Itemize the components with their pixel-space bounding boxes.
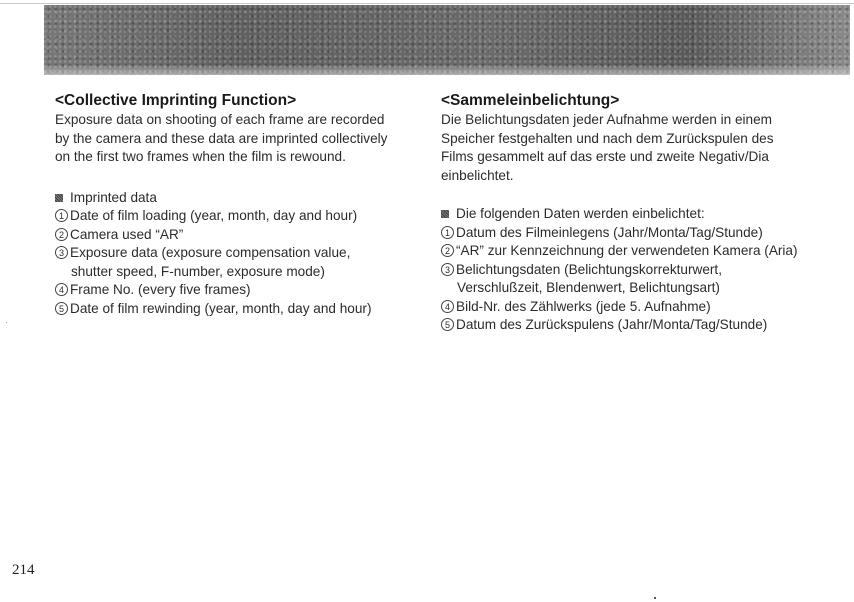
german-list-title: Die folgenden Daten werden einbelichtet: — [456, 206, 705, 221]
german-intro: Die Belichtungsdaten jeder Aufnahme werden in einem Speicher festgehalten und nach dem Zurückspulen des Films gesammelt auf das erste und zweite Negativ/Dia einbelichtet. — [441, 112, 774, 183]
german-items — [441, 224, 801, 335]
german-list-header — [441, 205, 801, 224]
circled-number-icon: 3 — [55, 246, 68, 259]
list-item-text: Belichtungsdaten (Belichtungskorrekturwert, Verschlußzeit, Blendenwert, Belichtungsart) — [456, 261, 722, 295]
english-heading: <Collective Imprinting Function> — [55, 92, 297, 109]
list-item-text: Exposure data (exposure compensation value, shutter speed, F-number, exposure mode) — [70, 245, 351, 279]
list-item — [55, 207, 395, 226]
list-item-text: Datum des Filmeinlegens (Jahr/Monta/Tag/Stunde) — [456, 224, 763, 240]
square-bullet-icon — [441, 210, 449, 218]
list-item-text: Date of film loading (year, month, day and hour) — [70, 208, 358, 223]
german-column — [441, 91, 801, 335]
english-intro: Exposure data on shooting of each frame are recorded by the camera and these data are imprinted collectively on the first two frames when the film is rewound. — [55, 112, 388, 164]
header-band — [44, 5, 850, 75]
list-item — [441, 261, 801, 298]
square-bullet-icon — [55, 194, 63, 202]
circled-number-icon: 1 — [441, 226, 454, 239]
list-item — [55, 226, 395, 245]
scan-speck — [6, 322, 7, 323]
circled-number-icon: 3 — [441, 263, 454, 276]
list-item-text: Camera used “AR” — [70, 226, 184, 242]
list-item-text: Bild-Nr. des Zählwerks (jede 5. Aufnahme) — [456, 298, 711, 314]
list-item-text: Date of film rewinding (year, month, day and hour) — [70, 300, 372, 316]
english-column — [55, 91, 395, 318]
list-item-text: Datum des Zurückspulens (Jahr/Monta/Tag/Stunde) — [456, 317, 768, 332]
list-item — [441, 316, 801, 335]
german-heading: <Sammeleinbelichtung> — [441, 92, 620, 109]
english-items — [55, 207, 395, 318]
circled-number-icon: 4 — [441, 300, 454, 313]
scan-speck — [654, 597, 656, 599]
list-item — [441, 298, 801, 317]
page-number: 214 — [12, 562, 35, 578]
circled-number-icon: 5 — [441, 318, 454, 331]
list-item — [441, 224, 801, 243]
circled-number-icon: 4 — [55, 283, 68, 296]
list-item — [441, 242, 801, 261]
list-item — [55, 244, 395, 281]
circled-number-icon: 5 — [55, 302, 68, 315]
top-rule — [0, 3, 854, 4]
list-item-text: Frame No. (every five frames) — [70, 282, 251, 297]
list-item — [55, 281, 395, 300]
english-list-title: Imprinted data — [70, 189, 157, 205]
list-item — [55, 300, 395, 319]
english-list-header — [55, 189, 395, 208]
circled-number-icon: 1 — [55, 209, 68, 222]
circled-number-icon: 2 — [441, 244, 454, 257]
list-item-text: “AR” zur Kennzeichnung der verwendeten Kamera (Aria) — [456, 243, 798, 258]
circled-number-icon: 2 — [55, 228, 68, 241]
